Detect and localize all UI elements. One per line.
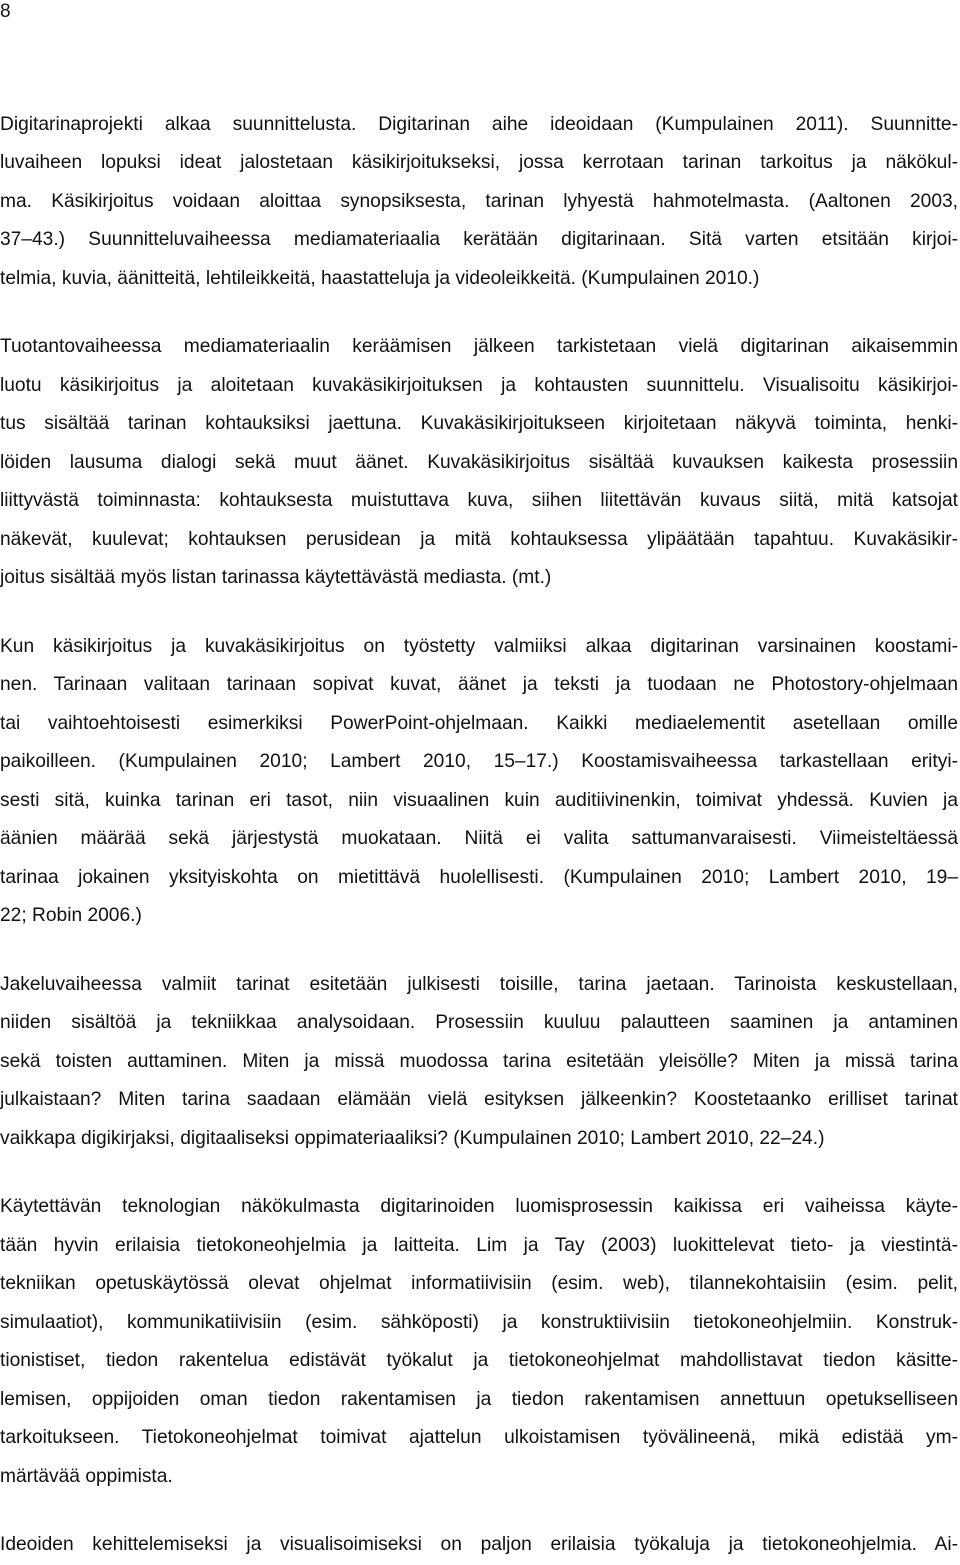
- paragraph-line: 37–43.) Suunnitteluvaiheessa mediamateriaalia kerätään digitarinaan. Sitä varten etsitään kirjoi-: [0, 229, 958, 250]
- paragraph-line: löiden lausuma dialogi sekä muut äänet. Kuvakäsikirjoitus sisältää kuvauksen kaikesta prosessiin: [0, 452, 958, 473]
- paragraph-line: Digitarinaprojekti alkaa suunnittelusta. Digitarinan aihe ideoidaan (Kumpulainen 2011). Suunnitte-: [0, 114, 958, 135]
- paragraph-line: 22; Robin 2006.): [0, 905, 142, 926]
- paragraph-line: vaikkapa digikirjaksi, digitaaliseksi oppimateriaaliksi? (Kumpulainen 2010; Lambert 2010, 22–24.): [0, 1128, 825, 1149]
- paragraph-line: Käytettävän teknologian näkökulmasta digitarinoiden luomisprosessin kaikissa eri vaiheissa käyte-: [0, 1196, 958, 1217]
- paragraph-line: nen. Tarinaan valitaan tarinaan sopivat kuvat, äänet ja teksti ja tuodaan ne Photostory-ohjelmaan: [0, 674, 958, 695]
- page-number: 8: [0, 1, 11, 22]
- paragraph-line: tus sisältää tarinan kohtauksiksi jaettuna. Kuvakäsikirjoitukseen kirjoitetaan näkyvä toiminta, henki-: [0, 413, 958, 434]
- paragraph-line: märtävää oppimista.: [0, 1466, 173, 1487]
- paragraph-line: joitus sisältää myös listan tarinassa käytettävästä mediasta. (mt.): [0, 567, 552, 588]
- paragraph-line: paikoilleen. (Kumpulainen 2010; Lambert 2010, 15–17.) Koostamisvaiheessa tarkastellaan erityi-: [0, 751, 958, 772]
- paragraph-line: Kun käsikirjoitus ja kuvakäsikirjoitus on työstetty valmiiksi alkaa digitarinan varsinainen koostami-: [0, 636, 958, 657]
- paragraph-line: luvaiheen lopuksi ideat jalostetaan käsikirjoitukseksi, jossa kerrotaan tarinan tarkoitus ja näkökul-: [0, 152, 958, 173]
- paragraph-line: äänien määrää sekä järjestystä muokataan. Niitä ei valita sattumanvaraisesti. Viimeisteltäessä: [0, 828, 958, 849]
- paragraph-line: tai vaihtoehtoisesti esimerkiksi PowerPoint-ohjelmaan. Kaikki mediaelementit asetellaan omille: [0, 713, 958, 734]
- paragraph-line: lemisen, oppijoiden oman tiedon rakentamisen ja tiedon rakentamisen annettuun opetukselliseen: [0, 1389, 958, 1410]
- paragraph-line: luotu käsikirjoitus ja aloitetaan kuvakäsikirjoituksen ja kohtausten suunnittelu. Visualisoitu käsikirjoi-: [0, 375, 958, 396]
- paragraph-line: simulaatiot), kommunikatiivisiin (esim. sähköposti) ja konstruktiivisiin tietokoneohjelmiin. Konstruk-: [0, 1312, 958, 1333]
- paragraph-line: telmia, kuvia, äänitteitä, lehtileikkeitä, haastatteluja ja videoleikkeitä. (Kumpulainen 2010.): [0, 268, 760, 289]
- paragraph-line: liittyvästä toiminnasta: kohtauksesta muistuttava kuva, siihen liitettävän kuvaus siitä, mitä katsojat: [0, 490, 958, 511]
- paragraph-line: Ideoiden kehittelemiseksi ja visualisoimiseksi on paljon erilaisia työkaluja ja tietokoneohjelmia. Ai-: [0, 1534, 958, 1555]
- paragraph-line: tään hyvin erilaisia tietokoneohjelmia ja laitteita. Lim ja Tay (2003) luokittelevat tieto- ja viestintä-: [0, 1235, 958, 1256]
- paragraph-line: tarinaa jokainen yksityiskohta on mietittävä huolellisesti. (Kumpulainen 2010; Lambert 2010, 19–: [0, 867, 958, 888]
- paragraph-line: Tuotantovaiheessa mediamateriaalin keräämisen jälkeen tarkistetaan vielä digitarinan aikaisemmin: [0, 336, 958, 357]
- paragraph-line: Jakeluvaiheessa valmiit tarinat esitetään julkisesti toisille, tarina jaetaan. Tarinoista keskustellaan,: [0, 974, 958, 995]
- paragraph-line: sekä toisten auttaminen. Miten ja missä muodossa tarina esitetään yleisölle? Miten ja missä tarina: [0, 1051, 958, 1072]
- paragraph-line: sesti sitä, kuinka tarinan eri tasot, niin visuaalinen kuin auditiivinenkin, toimivat yhdessä. Kuvien ja: [0, 790, 958, 811]
- paragraph-line: näkevät, kuulevat; kohtauksen perusidean ja mitä kohtauksessa ylipäätään tapahtuu. Kuvakäsikir-: [0, 529, 958, 550]
- paragraph-line: niiden sisältöä ja tekniikkaa analysoidaan. Prosessiin kuuluu palautteen saaminen ja antaminen: [0, 1012, 958, 1033]
- paragraph-line: tionistiset, tiedon rakentelua edistävät työkalut ja tietokoneohjelmat mahdollistavat tiedon käsitte-: [0, 1350, 958, 1371]
- paragraph-line: tekniikan opetuskäytössä olevat ohjelmat informatiivisiin (esim. web), tilannekohtaisiin (esim. pelit,: [0, 1273, 958, 1294]
- paragraph-line: tarkoitukseen. Tietokoneohjelmat toimivat ajattelun ulkoistamisen työvälineenä, mikä edistää ym-: [0, 1427, 958, 1448]
- paragraph-line: julkaistaan? Miten tarina saadaan elämään vielä esityksen jälkeenkin? Koostetaanko erilliset tarinat: [0, 1089, 958, 1110]
- paragraph-line: ma. Käsikirjoitus voidaan aloittaa synopsiksesta, tarinan lyhyestä hahmotelmasta. (Aaltonen 2003,: [0, 191, 958, 212]
